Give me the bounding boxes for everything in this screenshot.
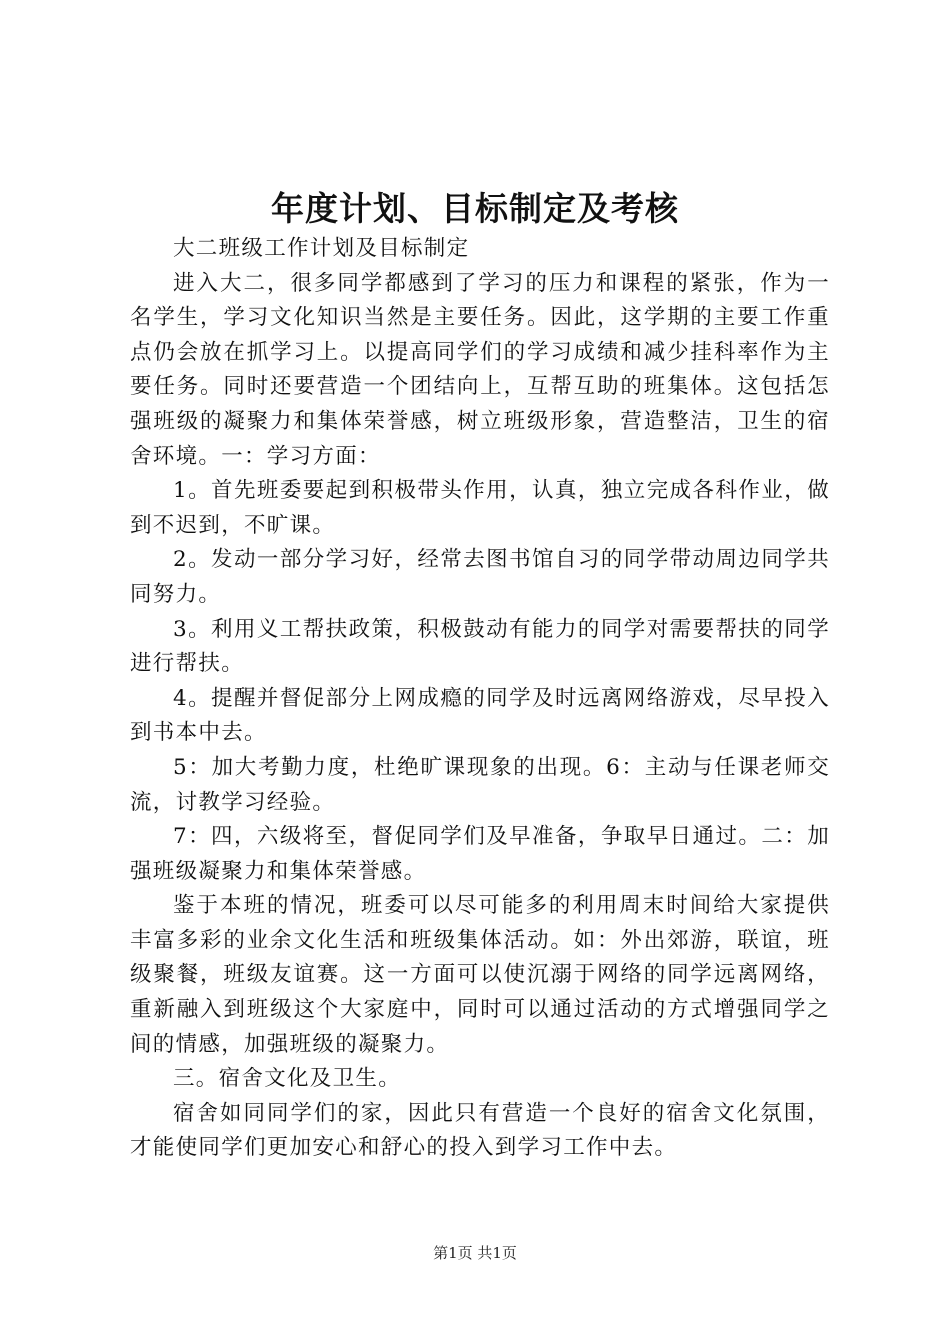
document-body (130, 232, 830, 1166)
page-footer: 第1页 共1页 (433, 1244, 517, 1262)
paragraph-item-1: 1。首先班委要起到积极带头作用，认真，独立完成各科作业，做到不迟到，不旷课。 (130, 478, 830, 538)
paragraph-item-5-6: 5：加大考勤力度，杜绝旷课现象的出现。6：主动与任课老师交流，讨教学习经验。 (130, 754, 830, 815)
paragraph-section-3: 三。宿舍文化及卫生。 (173, 1066, 402, 1092)
paragraph-cohesion: 鉴于本班的情况，班委可以尽可能多的利用周末时间给大家提供丰富多彩的业余文化生活和班级集体活动。如：外出郊游，联谊，班级聚餐，班级友谊赛。这一方面可以使沉溺于网络的同学远离网络，重新融入到班级这个大家庭中，同时可以通过活动的方式增强同学之间的情感，加强班级的凝聚力。 (130, 893, 830, 1057)
document-title: 年度计划、目标制定及考核 (271, 189, 679, 228)
paragraph-item-3: 3。利用义工帮扶政策，积极鼓动有能力的同学对需要帮扶的同学进行帮扶。 (130, 616, 830, 677)
paragraph-item-7: 7：四，六级将至，督促同学们及早准备，争取早日通过。二：加强班级凝聚力和集体荣誉感。 (130, 824, 830, 884)
paragraph-item-2: 2。发动一部分学习好，经常去图书馆自习的同学带动周边同学共同努力。 (130, 547, 830, 607)
paragraph-dormitory: 宿舍如同同学们的家，因此只有营造一个良好的宿舍文化氛围，才能使同学们更加安心和舒心的投入到学习工作中去。 (130, 1100, 830, 1161)
paragraph-item-4: 4。提醒并督促部分上网成瘾的同学及时远离网络游戏，尽早投入到书本中去。 (130, 685, 830, 746)
paragraph-subtitle: 大二班级工作计划及目标制定 (173, 236, 470, 261)
paragraph-intro: 进入大二，很多同学都感到了学习的压力和课程的紧张，作为一名学生，学习文化知识当然是主要任务。因此，这学期的主要工作重点仍会放在抓学习上。以提高同学们的学习成绩和减少挂科率作为主要任务。同时还要营造一个团结向上，互帮互助的班集体。这包括怎强班级的凝聚力和集体荣誉感，树立班级形象，营造整洁，卫生的宿舍环境。一：学习方面： (130, 270, 830, 469)
